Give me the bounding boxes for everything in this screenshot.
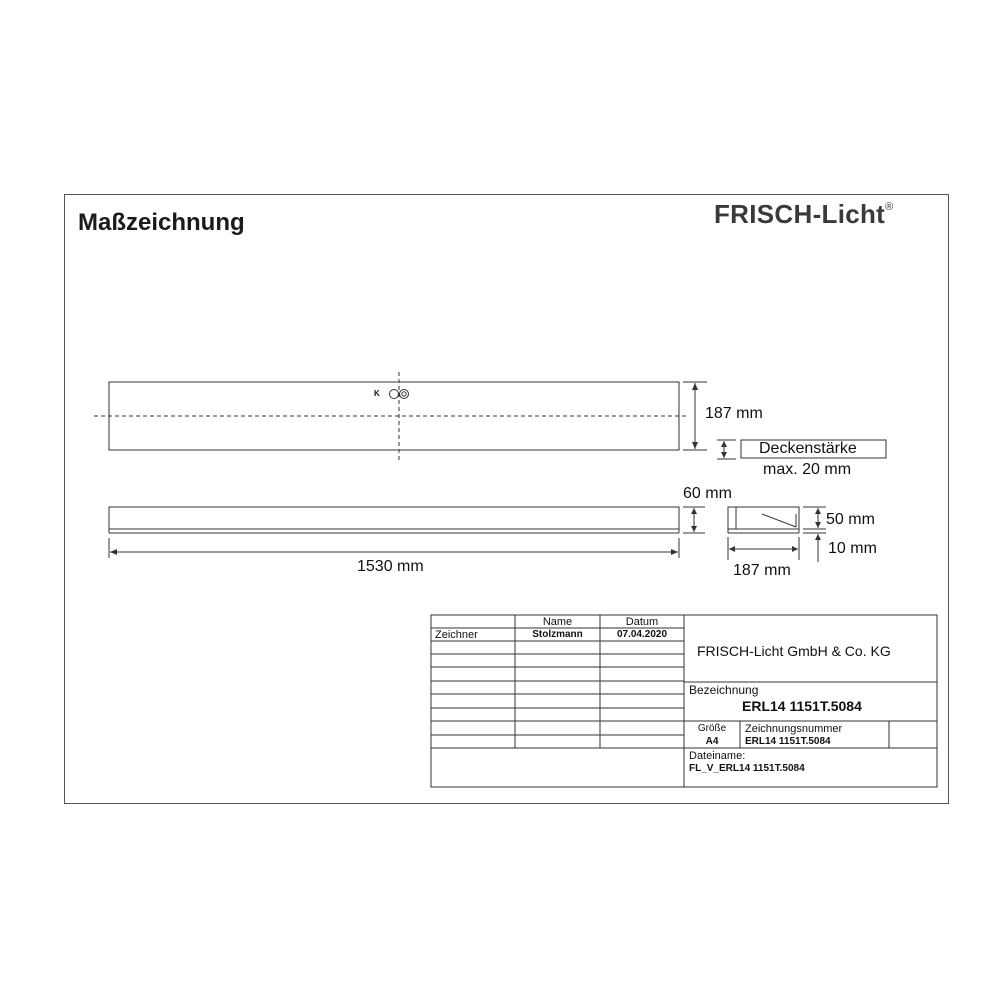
marker-circle-left	[390, 390, 399, 399]
page-title: Maßzeichnung	[78, 209, 245, 236]
drafter-date: 07.04.2020	[616, 629, 668, 640]
dateiname-value: FL_V_ERL14 1151T.5084	[689, 763, 805, 774]
registered-mark: ®	[885, 201, 894, 213]
dimension-height-top	[683, 382, 707, 450]
marker-circle-right	[400, 390, 409, 399]
ceiling-thickness-label: Deckenstärke	[759, 440, 857, 457]
col-datum-header: Datum	[625, 616, 659, 628]
side-view	[109, 507, 679, 533]
dim-width-bottom: 187 mm	[733, 562, 791, 579]
drafter-name: Stolzmann	[532, 629, 583, 640]
groesse-label: Größe	[697, 723, 727, 734]
marker-circle-inner	[402, 392, 406, 396]
company-name: FRISCH-Licht GmbH & Co. KG	[697, 643, 891, 659]
dateiname-label: Dateiname:	[689, 750, 746, 762]
ceiling-thickness-max: max. 20 mm	[763, 461, 852, 478]
cross-section-reflector	[762, 514, 796, 527]
dimension-50-10	[803, 507, 826, 562]
col-name-header: Name	[542, 616, 573, 628]
dimension-length	[109, 538, 679, 558]
dim-side-height: 60 mm	[683, 485, 732, 502]
marker-label: K	[374, 389, 380, 398]
zeichnungsnummer-value: ERL14 1151T.5084	[745, 736, 831, 747]
row-label-zeichner: Zeichner	[435, 629, 478, 641]
top-view	[94, 372, 688, 460]
cross-section-view	[728, 507, 799, 533]
zeichnungsnummer-label: Zeichnungsnummer	[745, 723, 843, 735]
dim-height-top: 187 mm	[705, 405, 763, 422]
bezeichnung-value: ERL14 1151T.5084	[742, 698, 862, 714]
dim-50: 50 mm	[826, 511, 875, 528]
dim-10: 10 mm	[828, 540, 877, 557]
bezeichnung-label: Bezeichnung	[689, 683, 759, 697]
dimension-width-bottom	[728, 537, 799, 560]
brand-name: FRISCH-Licht	[714, 199, 886, 229]
groesse-value: A4	[705, 736, 719, 747]
side-view-body	[109, 507, 679, 529]
cross-section-body	[728, 507, 799, 529]
dimension-side-height	[683, 507, 705, 533]
dim-length: 1530 mm	[357, 558, 424, 575]
